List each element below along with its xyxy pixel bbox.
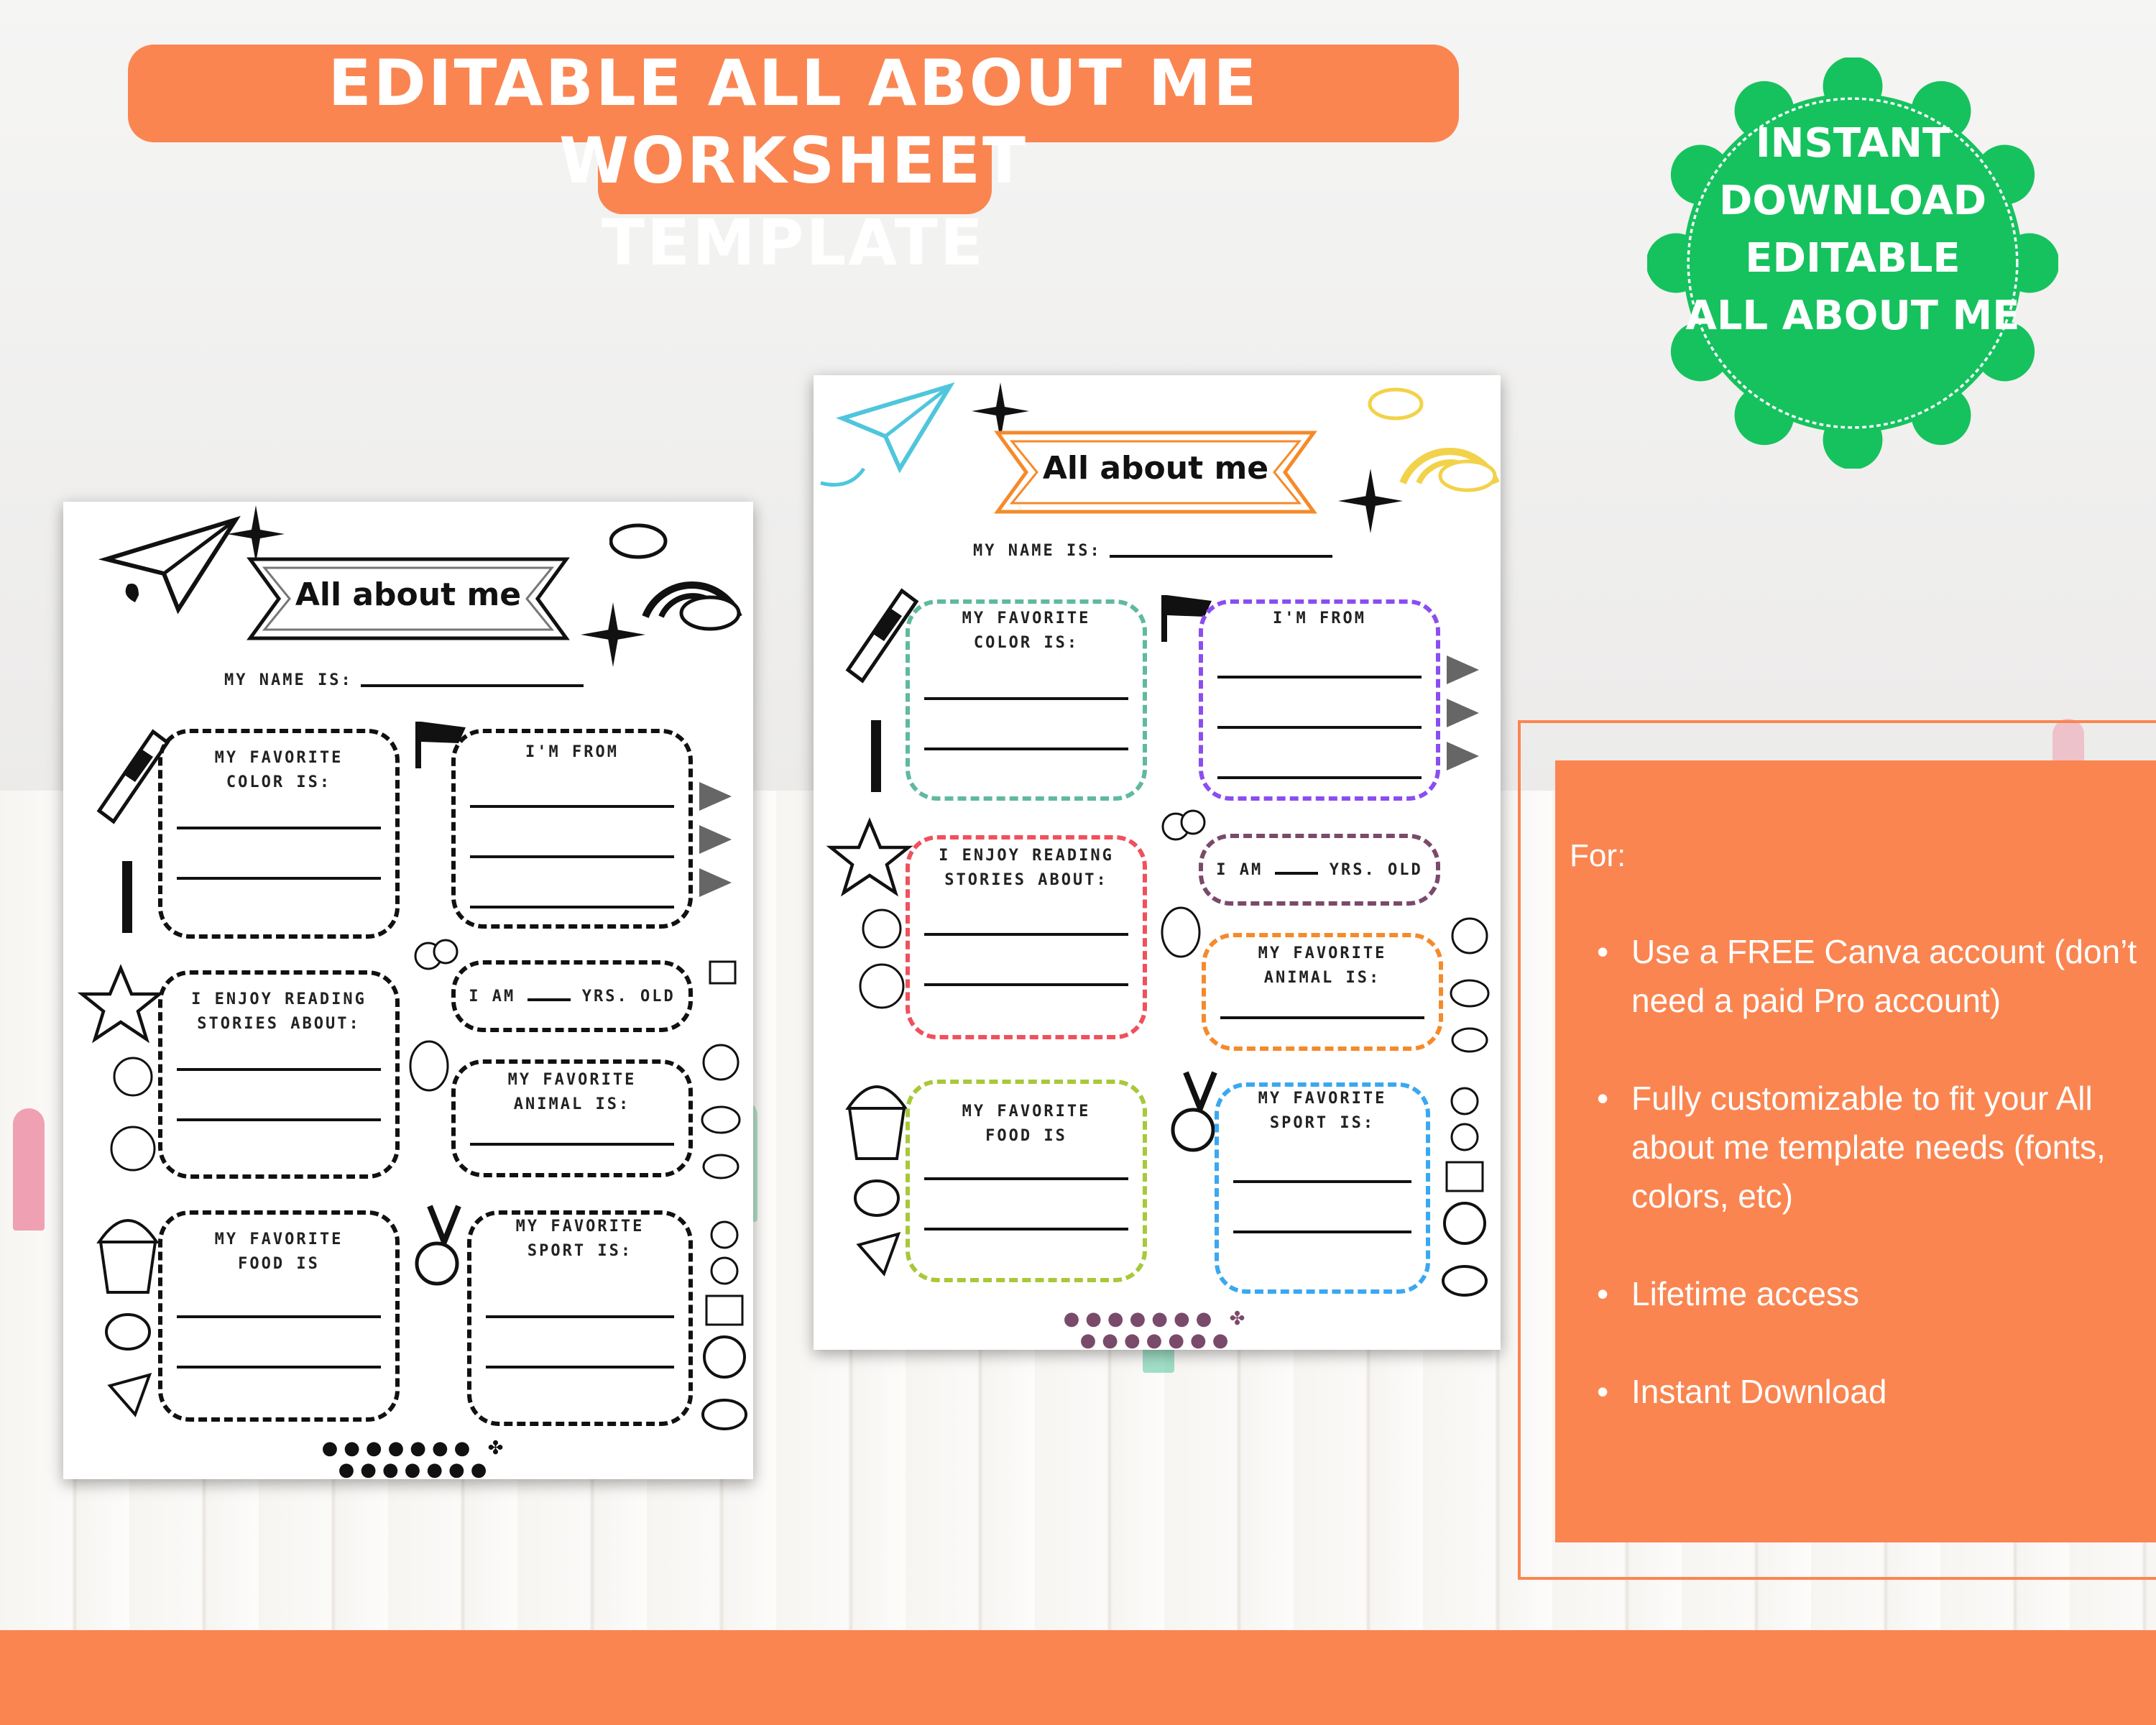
answer-line	[177, 1366, 381, 1368]
name-field[interactable]	[361, 684, 584, 687]
answer-line	[177, 877, 381, 880]
age-suffix: YRS. OLD	[1329, 861, 1423, 879]
answer-line	[924, 748, 1128, 750]
info-for-label: For:	[1570, 838, 1626, 873]
reading-box[interactable]	[906, 835, 1147, 1039]
page-title	[128, 45, 1459, 282]
star-icon	[826, 815, 913, 901]
badge-text	[1647, 115, 2058, 345]
title-line-1: EDITABLE ALL ABOUT ME WORKSHEET	[328, 46, 1259, 198]
bunting-icon	[696, 775, 739, 919]
from-label: I'M FROM	[1273, 610, 1366, 627]
food-label: MY FAVORITE FOOD IS	[214, 1230, 344, 1273]
sparkle-icon	[581, 602, 645, 667]
age-label	[1203, 858, 1436, 883]
smiley-flower-icon	[857, 907, 907, 1044]
sports-balls-icon	[1436, 1080, 1493, 1310]
favorite-color-box[interactable]	[158, 729, 400, 939]
answer-line	[924, 1228, 1128, 1230]
answer-line	[470, 906, 674, 908]
from-label: I'M FROM	[525, 743, 619, 761]
worksheet-bw	[63, 502, 753, 1479]
age-suffix: YRS. OLD	[581, 988, 676, 1006]
feature-item: • Instant Download	[1597, 1367, 2156, 1416]
answer-line	[924, 983, 1128, 986]
answer-line	[1217, 676, 1422, 678]
answer-line	[1220, 1016, 1424, 1019]
divider-dots: ●●●●●●● ✤ ●●●●●●●	[321, 1438, 510, 1481]
worksheet-heading: All about me	[1042, 450, 1269, 487]
food-box[interactable]	[158, 1210, 400, 1422]
paper-plane-icon	[92, 509, 243, 624]
age-prefix: I AM	[1216, 861, 1263, 879]
sport-label: MY FAVORITE SPORT IS:	[1258, 1090, 1387, 1132]
pinata-icon	[703, 947, 746, 990]
age-box[interactable]	[1199, 834, 1440, 906]
answer-line	[486, 1315, 674, 1318]
age-prefix: I AM	[469, 988, 516, 1006]
feature-list	[1597, 927, 2156, 1465]
animal-box[interactable]	[1202, 933, 1443, 1051]
badge-line: ALL ABOUT ME	[1685, 293, 2020, 339]
sport-box[interactable]	[467, 1210, 693, 1426]
worksheet-color	[814, 375, 1501, 1350]
star-icon	[78, 962, 164, 1048]
title-line-2: TEMPLATE	[602, 206, 985, 280]
paper-plane-icon	[814, 375, 957, 497]
favorite-color-box[interactable]	[906, 599, 1147, 801]
sport-box[interactable]	[1215, 1082, 1430, 1294]
dog-icon	[1156, 900, 1206, 965]
answer-line	[1233, 1230, 1411, 1233]
badge-line: DOWNLOAD	[1718, 178, 1987, 224]
answer-line	[470, 805, 674, 808]
animal-label: MY FAVORITE ANIMAL IS:	[1258, 944, 1387, 987]
divider-dots: ●●●●●●● ✤ ●●●●●●●	[1063, 1308, 1251, 1351]
sparkle-icon	[1338, 469, 1403, 533]
animal-box[interactable]	[451, 1059, 693, 1177]
from-box[interactable]	[1199, 599, 1440, 801]
animal-label: MY FAVORITE ANIMAL IS:	[507, 1071, 637, 1113]
reading-label: I ENJOY READING STORIES ABOUT:	[939, 847, 1114, 889]
answer-line	[177, 827, 381, 829]
cupcake-burger-pizza-icon	[92, 1199, 164, 1436]
answer-line	[177, 1118, 381, 1121]
smiley-flower-icon	[108, 1055, 158, 1192]
cat-turtle-rabbit-icon	[1445, 914, 1495, 1065]
answer-line	[177, 1315, 381, 1318]
answer-line	[1233, 1180, 1411, 1183]
name-field[interactable]	[1110, 555, 1332, 558]
sport-label: MY FAVORITE SPORT IS:	[515, 1218, 645, 1260]
favorite-color-label: MY FAVORITE COLOR IS:	[962, 610, 1091, 652]
answer-line	[1217, 726, 1422, 729]
answer-line	[177, 1068, 381, 1071]
answer-line	[924, 933, 1128, 936]
bunting-icon	[1443, 648, 1486, 792]
name-label: MY NAME IS:	[224, 671, 353, 689]
favorite-color-label: MY FAVORITE COLOR IS:	[214, 749, 344, 791]
worksheet-heading: All about me	[295, 576, 522, 613]
sports-balls-icon	[696, 1213, 753, 1443]
feature-item: • Use a FREE Canva account (don’t need a paid Pro account)	[1597, 927, 2156, 1025]
food-label: MY FAVORITE FOOD IS	[962, 1103, 1091, 1145]
answer-line	[1217, 776, 1422, 779]
answer-line	[924, 697, 1128, 700]
answer-line	[924, 1177, 1128, 1180]
answer-line	[470, 1143, 674, 1146]
answer-line	[470, 855, 674, 858]
dog-icon	[404, 1034, 454, 1098]
footer-bar	[0, 1630, 2156, 1725]
reading-label: I ENJOY READING STORIES ABOUT:	[191, 990, 367, 1033]
answer-line	[486, 1366, 674, 1368]
from-box[interactable]	[451, 729, 693, 929]
cat-turtle-rabbit-icon	[696, 1041, 746, 1192]
age-box[interactable]	[451, 960, 693, 1032]
feature-item: • Fully customizable to fit your All about me template needs (fonts, colors, etc)	[1597, 1074, 2156, 1220]
food-box[interactable]	[906, 1080, 1147, 1282]
badge-line: INSTANT	[1755, 120, 1950, 167]
cupcake-burger-pizza-icon	[841, 1065, 913, 1288]
name-label: MY NAME IS:	[973, 542, 1102, 560]
age-label	[456, 985, 688, 1009]
feature-item: • Lifetime access	[1597, 1269, 2156, 1318]
badge-line: EDITABLE	[1745, 235, 1961, 282]
pencil-decoration	[13, 1108, 45, 1230]
reading-box[interactable]	[158, 970, 400, 1179]
